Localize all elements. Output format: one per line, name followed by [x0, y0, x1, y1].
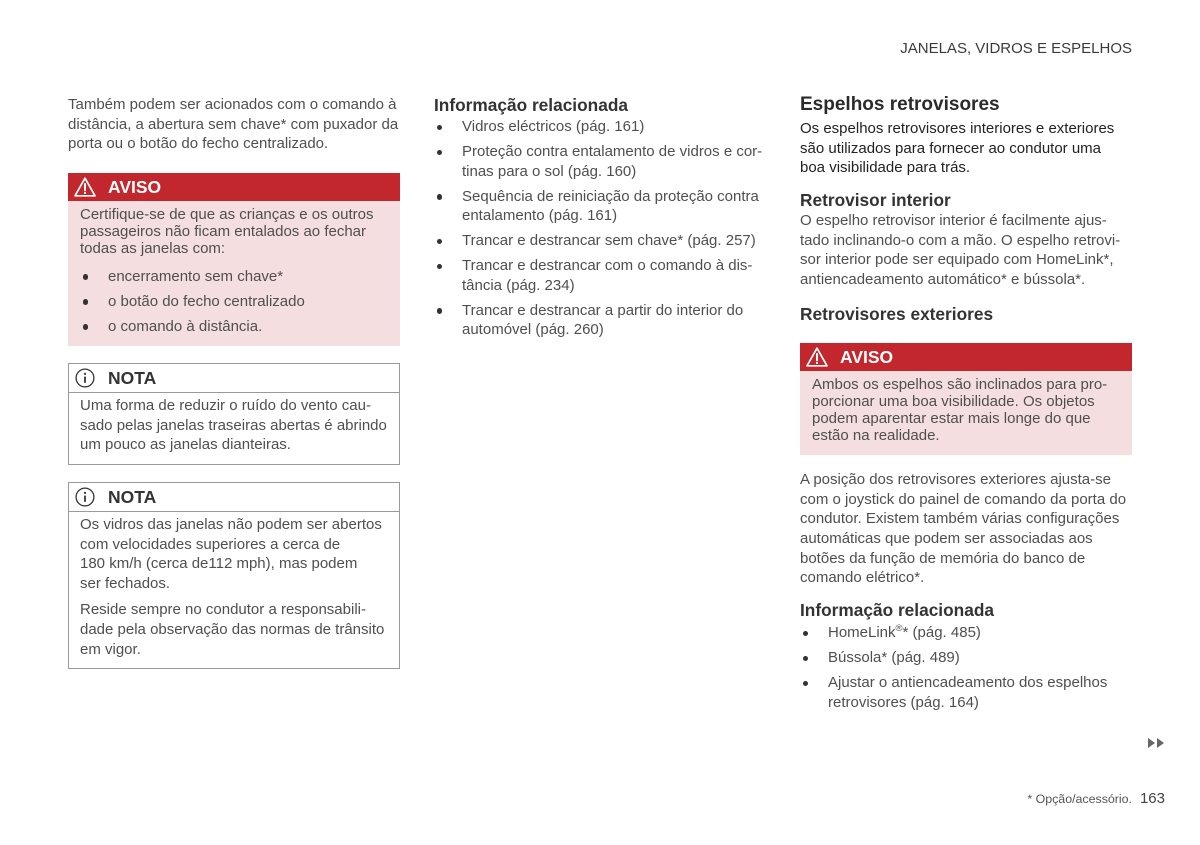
warning-body: [68, 201, 400, 346]
related-item: Trancar e destrancar sem chave* (pág. 257): [434, 231, 766, 251]
note-box-speed-limit: [68, 482, 400, 669]
warning-body: [800, 371, 1132, 455]
related-item: Trancar e destrancar a partir do interior do automóvel (pág. 260): [434, 301, 766, 340]
note-header: [69, 483, 399, 512]
related-info-heading: Informação relacionada: [800, 600, 995, 621]
exterior-mirrors-text: A posição dos retrovisores exteriores ajusta-se com o joystick do painel de comando da porta do condutor. Existem também várias configurações automáticas que podem ser associadas aos botões da função de memória do banco de comando elétrico*.: [800, 471, 1127, 587]
related-item-text-after: * (pág. 485): [902, 624, 981, 642]
warning-triangle-icon: [806, 347, 828, 367]
related-item: Sequência de reiniciação da proteção contra entalamento (pág. 161): [434, 187, 766, 226]
info-icon: [75, 368, 95, 388]
note-paragraph: Reside sempre no condutor a responsabili- dade pela observação das normas de trânsito em vigor.: [80, 601, 385, 658]
exterior-mirrors-heading: Retrovisores exteriores: [800, 304, 994, 325]
related-item-text: HomeLink: [828, 624, 896, 642]
note-title: NOTA: [108, 487, 157, 507]
note-header: [69, 364, 399, 393]
interior-mirror-text: O espelho retrovisor interior é facilmente ajus- tado inclinando-o com a mão. O espelho retrovi- sor interior pode ser equipado com HomeLink*, antiencadeamento automático* e bússola*.: [800, 212, 1121, 288]
footnote: * Opção/acessório.: [1027, 792, 1132, 807]
lead-paragraph: Os espelhos retrovisores interiores e exteriores são utilizados para fornecer ao condutor uma boa visibilidade para trás.: [800, 120, 1115, 177]
related-item-homelink: [800, 623, 1132, 643]
warning-triangle-icon: [74, 177, 96, 197]
note-paragraph: Os vidros das janelas não podem ser abertos com velocidades superiores a cerca de 180 km/h (cerca de112 mph), mas podem ser fechados.: [80, 516, 382, 592]
note-text: Uma forma de reduzir o ruído do vento cau- sado pelas janelas traseiras abertas é abrindo um pouco as janelas dianteiras.: [80, 397, 387, 454]
info-icon: [75, 487, 95, 507]
warning-title: AVISO: [840, 347, 894, 367]
section-title: JANELAS, VIDROS E ESPELHOS: [900, 40, 1132, 57]
page-number: 163: [1139, 790, 1165, 808]
related-info-list: [800, 623, 1132, 712]
related-item: Trancar e destrancar com o comando à dis- tância (pág. 234): [434, 256, 766, 295]
intro-paragraph: Também podem ser acionados com o comando à distância, a abertura sem chave* com puxador da porta ou o botão do fecho centralizado.: [68, 96, 399, 153]
related-info-heading: Informação relacionada: [434, 95, 629, 115]
note-body: [69, 512, 399, 659]
warning-list: [80, 267, 388, 337]
warning-title: AVISO: [108, 177, 162, 197]
double-arrow-right-icon: [1148, 737, 1166, 749]
related-item: Vidros eléctricos (pág. 161): [434, 117, 766, 137]
warning-header: [800, 343, 1132, 371]
warning-box-window-closing: [68, 173, 400, 346]
arrow-right-icon: [1148, 738, 1155, 748]
arrow-right-icon: [1157, 738, 1164, 748]
warning-box-mirror-distance: [800, 343, 1132, 455]
note-body: [69, 393, 399, 455]
section-heading-mirrors: Espelhos retrovisores: [800, 94, 1000, 115]
warning-list-item: encerramento sem chave*: [80, 267, 388, 287]
related-item: Proteção contra entalamento de vidros e cor- tinas para o sol (pág. 160): [434, 142, 766, 181]
interior-mirror-heading: Retrovisor interior: [800, 190, 951, 211]
warning-list-item: o botão do fecho centralizado: [80, 292, 388, 312]
related-item: Bússola* (pág. 489): [800, 648, 1132, 668]
warning-list-item: o comando à distância.: [80, 317, 388, 337]
note-box-wind-noise: [68, 363, 400, 465]
note-title: NOTA: [108, 368, 157, 388]
registered-mark: ®: [895, 622, 903, 634]
related-info-list: [434, 117, 766, 340]
warning-text: Certifique-se de que as crianças e os outros passageiros não ficam entalados ao fechar todas as janelas com:: [80, 205, 374, 258]
warning-header: [68, 173, 400, 201]
warning-text: Ambos os espelhos são inclinados para pro- porcionar uma boa visibilidade. Os objetos podem aparentar estar mais longe do que estão na realidade.: [812, 375, 1108, 445]
related-item: Ajustar o antiencadeamento dos espelhos retrovisores (pág. 164): [800, 673, 1132, 712]
